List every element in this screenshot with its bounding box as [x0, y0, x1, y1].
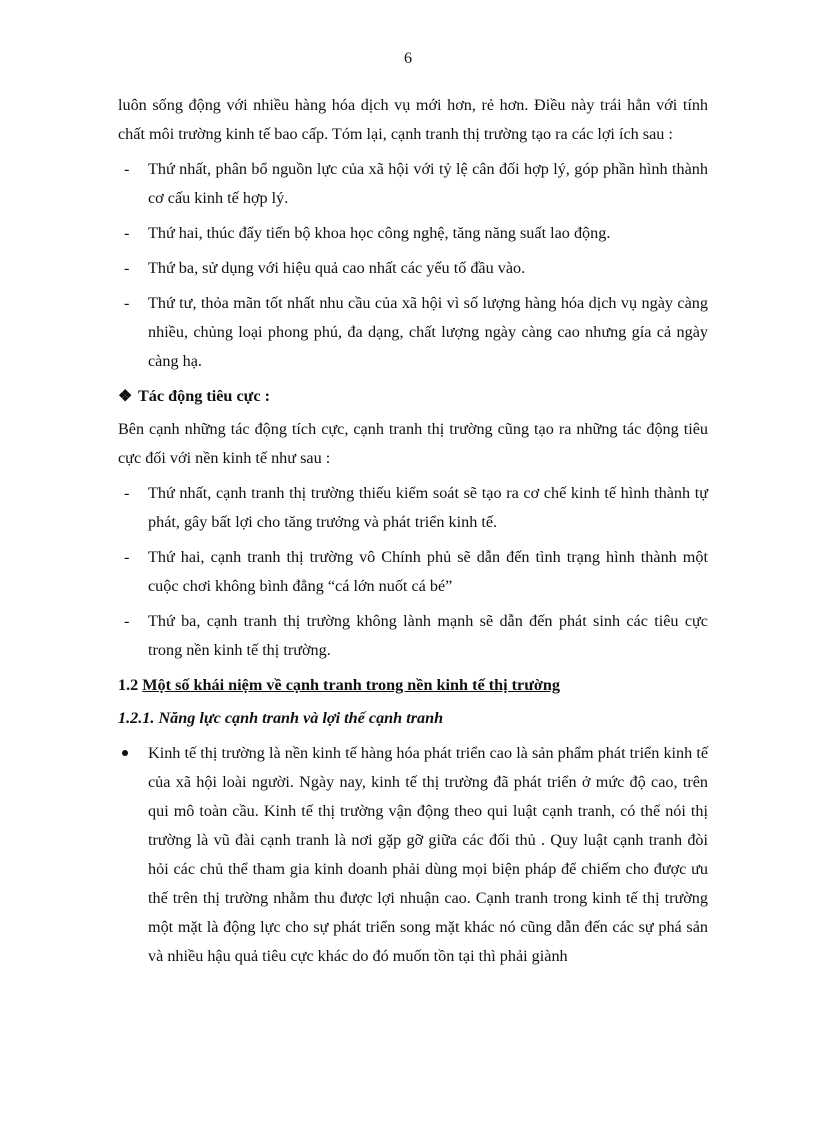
- benefit-text: Thứ ba, sử dụng với hiệu quả cao nhất các yếu tố đầu vào.: [148, 259, 526, 277]
- dash-marker: -: [124, 484, 130, 502]
- bullet-paragraph: [118, 739, 708, 971]
- benefit-item-3: [118, 254, 708, 283]
- section-heading: [118, 671, 708, 700]
- subsection-heading: 1.2.1. Năng lực cạnh tranh và lợi thế cạnh tranh: [118, 709, 444, 727]
- section-title: Một số khái niệm về cạnh tranh trong nền kinh tế thị trường: [142, 676, 560, 694]
- dash-marker: -: [124, 224, 130, 242]
- negative-item-2: [118, 543, 708, 601]
- benefit-item-4: [118, 289, 708, 376]
- intro-paragraph: luôn sống động với nhiều hàng hóa dịch vụ mới hơn, rẻ hơn. Điều này trái hẳn với tính chất môi trường kinh tế bao cấp. Tóm lại, cạnh tranh thị trường tạo ra các lợi ích sau :: [118, 96, 708, 143]
- benefit-text: Thứ hai, thúc đẩy tiến bộ khoa học công nghệ, tăng năng suất lao động.: [148, 224, 611, 242]
- negative-text: Thứ hai, cạnh tranh thị trường vô Chính phủ sẽ dẫn đến tình trạng hình thành một cuộc chơi không bình đẳng “cá lớn nuốt cá bé”: [148, 548, 708, 595]
- negative-heading-text: Tác động tiêu cực :: [138, 387, 271, 405]
- diamond-bullet-icon: ❖: [118, 387, 133, 405]
- negative-intro-paragraph: Bên cạnh những tác động tích cực, cạnh tranh thị trường cũng tạo ra những tác động tiêu cực đối với nền kinh tế như sau :: [118, 420, 708, 467]
- negative-item-1: [118, 479, 708, 537]
- negative-item-3: [118, 607, 708, 665]
- dash-marker: -: [124, 160, 130, 178]
- benefit-item-2: [118, 219, 708, 248]
- benefit-text: Thứ nhất, phân bổ nguồn lực của xã hội với tỷ lệ cân đối hợp lý, góp phần hình thành cơ cấu kinh tế hợp lý.: [148, 160, 708, 207]
- dash-marker: -: [124, 259, 130, 277]
- negative-text: Thứ ba, cạnh tranh thị trường không lành mạnh sẽ dẫn đến phát sinh các tiêu cực trong nền kinh tế thị trường.: [148, 612, 708, 659]
- benefit-text: Thứ tư, thỏa mãn tốt nhất nhu cầu của xã hội vì số lượng hàng hóa dịch vụ ngày càng nhiều, chủng loại phong phú, đa dạng, chất lượng ngày càng cao nhưng gía cả ngày càng hạ.: [148, 294, 708, 370]
- negative-text: Thứ nhất, cạnh tranh thị trường thiếu kiểm soát sẽ tạo ra cơ chế kinh tế hình thành tự phát, gây bất lợi cho tăng trưởng và phát triển kinh tế.: [148, 484, 708, 531]
- page-number: 6: [404, 50, 412, 67]
- section-number: 1.2: [118, 676, 139, 694]
- dash-marker: -: [124, 548, 130, 566]
- dash-marker: -: [124, 294, 130, 312]
- dash-marker: -: [124, 612, 130, 630]
- round-bullet-icon: [122, 750, 128, 756]
- page-content: [118, 91, 708, 971]
- negative-heading: [118, 382, 708, 411]
- benefit-item-1: [118, 155, 708, 213]
- bullet-paragraph-text: Kinh tế thị trường là nền kinh tế hàng hóa phát triển cao là sản phẩm phát triển kinh tế của xã hội loài người. Ngày nay, kinh tế thị trường đã phát triển ở mức độ cao, trên qui mô toàn cầu. Kinh tế thị trường vận động theo qui luật cạnh tranh, có thể nói thị trường là vũ đài cạnh tranh là nơi gặp gỡ giữa các đối thủ . Quy luật cạnh tranh đòi hỏi các chủ thể tham gia kinh doanh phải dùng mọi biện pháp để chiếm cho được ưu thế trên thị trường nhằm thu được lợi nhuận cao. Cạnh tranh trong kinh tế thị trường một mặt là động lực cho sự phát triển song mặt khác nó cũng dẫn đến các sự phá sản và nhiều hậu quả tiêu cực khác do đó muốn tồn tại thì phải giành: [148, 744, 708, 965]
